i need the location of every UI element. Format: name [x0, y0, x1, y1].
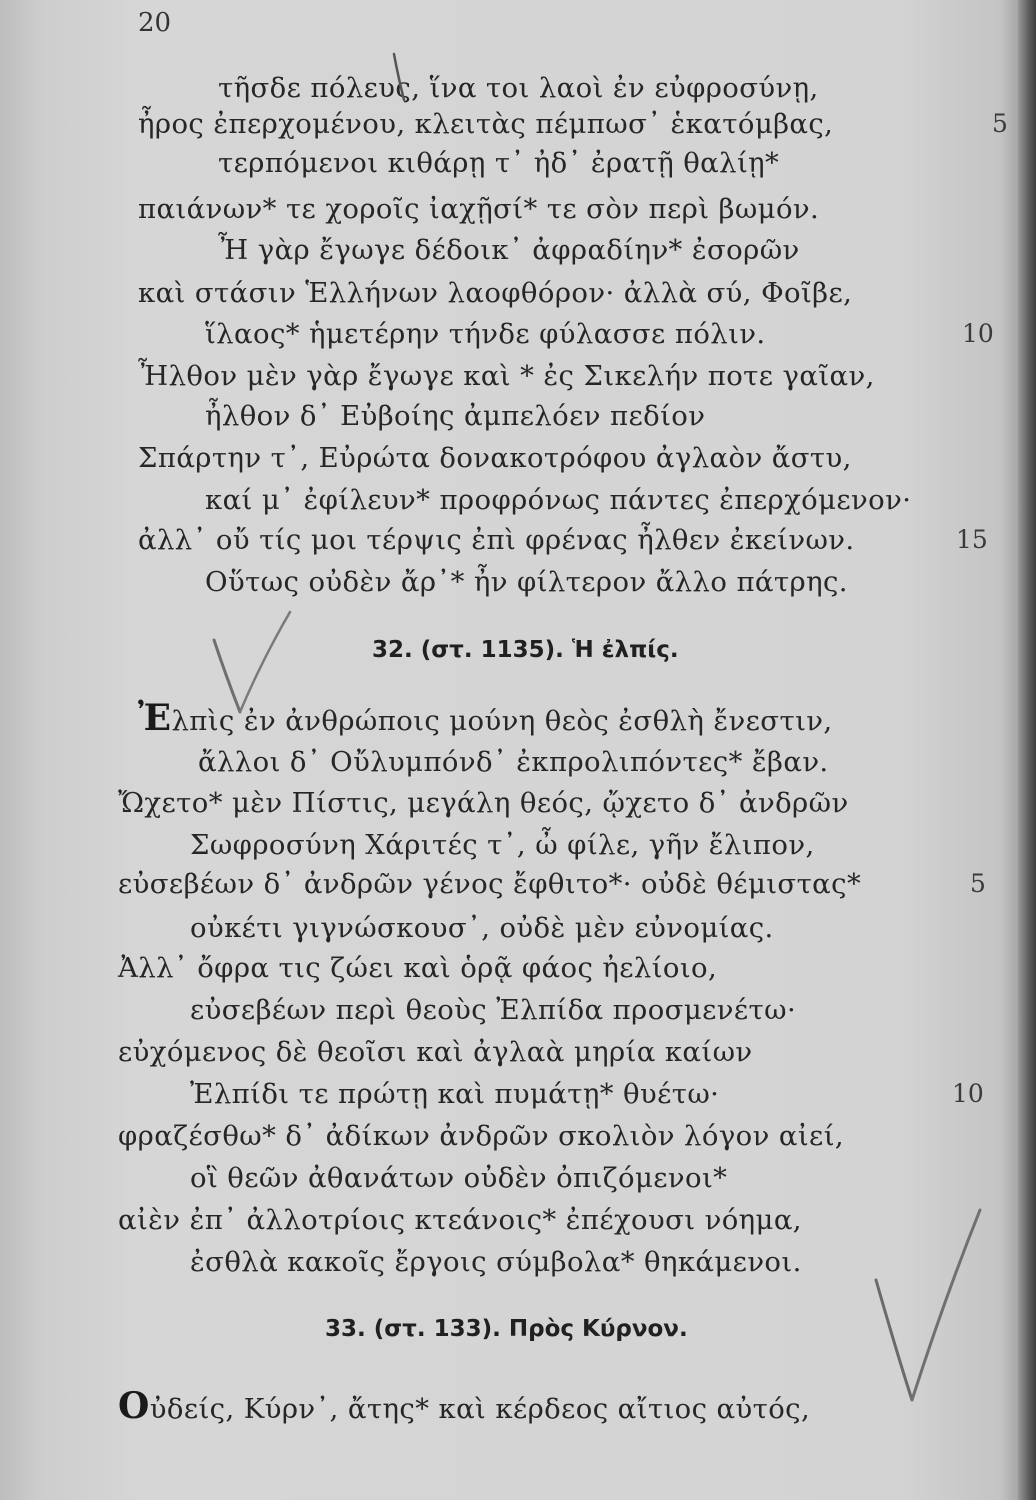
verse-line: εὐσεβέων δ᾽ ἀνδρῶν γένος ἔφθιτο*· οὐδὲ θέμιστας*	[118, 868, 862, 900]
pencil-check-mark	[240, 612, 290, 712]
verse-line: οὐκέτι γιγνώσκουσ᾽, οὐδὲ μὲν εὐνομίας.	[190, 912, 774, 944]
page-edge	[1018, 0, 1036, 1500]
verse-text: λπὶς ἐν ἀνθρώποις μούνη θεὸς ἐσθλὴ ἔνεστιν,	[171, 705, 833, 737]
verse-line: φραζέσθω* δ᾽ ἀδίκων ἀνδρῶν σκολιὸν λόγον αἰεί,	[118, 1120, 845, 1152]
verse-line: τῆσδε πόλευς, ἵνα τοι λαοὶ ἐν εὐφροσύνῃ,	[218, 72, 819, 104]
verse-line: ἦλθον δ᾽ Εὐβοίης ἀμπελόεν πεδίον	[205, 400, 706, 432]
verse-line: καί μ᾽ ἐφίλευν* προφρόνως πάντες ἐπερχόμενον·	[205, 484, 912, 516]
line-number: 5	[970, 869, 986, 898]
verse-line-first	[138, 697, 833, 739]
pencil-check-mark	[912, 1210, 980, 1400]
section-heading: 33. (στ. 133). Πρὸς Κύρνον.	[325, 1316, 688, 1342]
verse-line: Ὤχετο* μὲν Πίστις, μεγάλη θεός, ᾤχετο δ᾽ ἀνδρῶν	[118, 787, 849, 819]
verse-text: ὐδείς, Κύρν᾽, ἄτης* καὶ κέρδεος αἴτιος αὐτός,	[149, 1393, 811, 1425]
verse-line: οἳ θεῶν ἀθανάτων οὐδὲν ὀπιζόμενοι*	[190, 1162, 728, 1194]
verse-line: ἵλαος* ἡμετέρην τήνδε φύλασσε πόλιν.	[205, 318, 766, 350]
line-number: 10	[952, 1079, 984, 1108]
page-number: 20	[138, 8, 172, 38]
verse-line: Οὕτως οὐδὲν ἄρ᾽* ἦν φίλτερον ἄλλο πάτρης.	[205, 566, 848, 598]
verse-line: Σπάρτην τ᾽, Εὐρώτα δονακοτρόφου ἀγλαὸν ἄστυ,	[138, 442, 852, 474]
verse-line: ἀλλ᾽ οὔ τίς μοι τέρψις ἐπὶ φρένας ἦλθεν ἐκείνων.	[138, 524, 855, 556]
verse-line: εὐχόμενος δὲ θεοῖσι καὶ ἀγλαὰ μηρία καίων	[118, 1036, 753, 1068]
verse-line: παιάνων* τε χοροῖς ἰαχῇσί* τε σὸν περὶ βωμόν.	[138, 193, 820, 225]
verse-line: εὐσεβέων περὶ θεοὺς Ἐλπίδα προσμενέτω·	[190, 994, 797, 1026]
verse-line: Σωφροσύνη Χάριτές τ᾽, ὦ φίλε, γῆν ἔλιπον,	[190, 829, 815, 861]
verse-line: ἐσθλὰ κακοῖς ἔργοις σύμβολα* θηκάμενοι.	[190, 1246, 802, 1278]
verse-line: αἰὲν ἐπ᾽ ἀλλοτρίοις κτεάνοις* ἐπέχουσι νόημα,	[118, 1204, 802, 1236]
section-heading: 32. (στ. 1135). Ἡ ἐλπίς.	[372, 637, 679, 663]
line-number: 10	[962, 319, 994, 348]
verse-line: Ἐλπίδι τε πρώτῃ καὶ πυμάτῃ* θυέτω·	[190, 1078, 720, 1110]
verse-line: καὶ στάσιν Ἑλλήνων λαοφθόρον· ἀλλὰ σύ, Φοῖβε,	[138, 277, 853, 309]
line-number: 15	[956, 525, 988, 554]
line-number: 5	[992, 109, 1008, 138]
verse-line: ἄλλοι δ᾽ Οὔλυμπόνδ᾽ ἐκπρολιπόντες* ἔβαν.	[198, 746, 829, 778]
pencil-check-mark	[876, 1280, 912, 1400]
verse-line: τερπόμενοι κιθάρῃ τ᾽ ἠδ᾽ ἐρατῇ θαλίῃ*	[218, 147, 780, 179]
verse-line-first	[118, 1385, 811, 1427]
verse-line: Ἦλθον μὲν γὰρ ἔγωγε καὶ * ἐς Σικελήν ποτε γαῖαν,	[138, 360, 875, 392]
verse-line: ἦρος ἐπερχομένου, κλειτὰς πέμπωσ᾽ ἑκατόμβας,	[138, 108, 834, 140]
drop-letter: Ἐ	[138, 697, 172, 739]
verse-line: Ἦ γὰρ ἔγωγε δέδοικ᾽ ἀφραδίην* ἐσορῶν	[218, 234, 800, 266]
verse-line: Ἀλλ᾽ ὄφρα τις ζώει καὶ ὁρᾷ φάος ἠελίοιο,	[118, 952, 718, 984]
drop-letter: Ο	[118, 1385, 150, 1427]
